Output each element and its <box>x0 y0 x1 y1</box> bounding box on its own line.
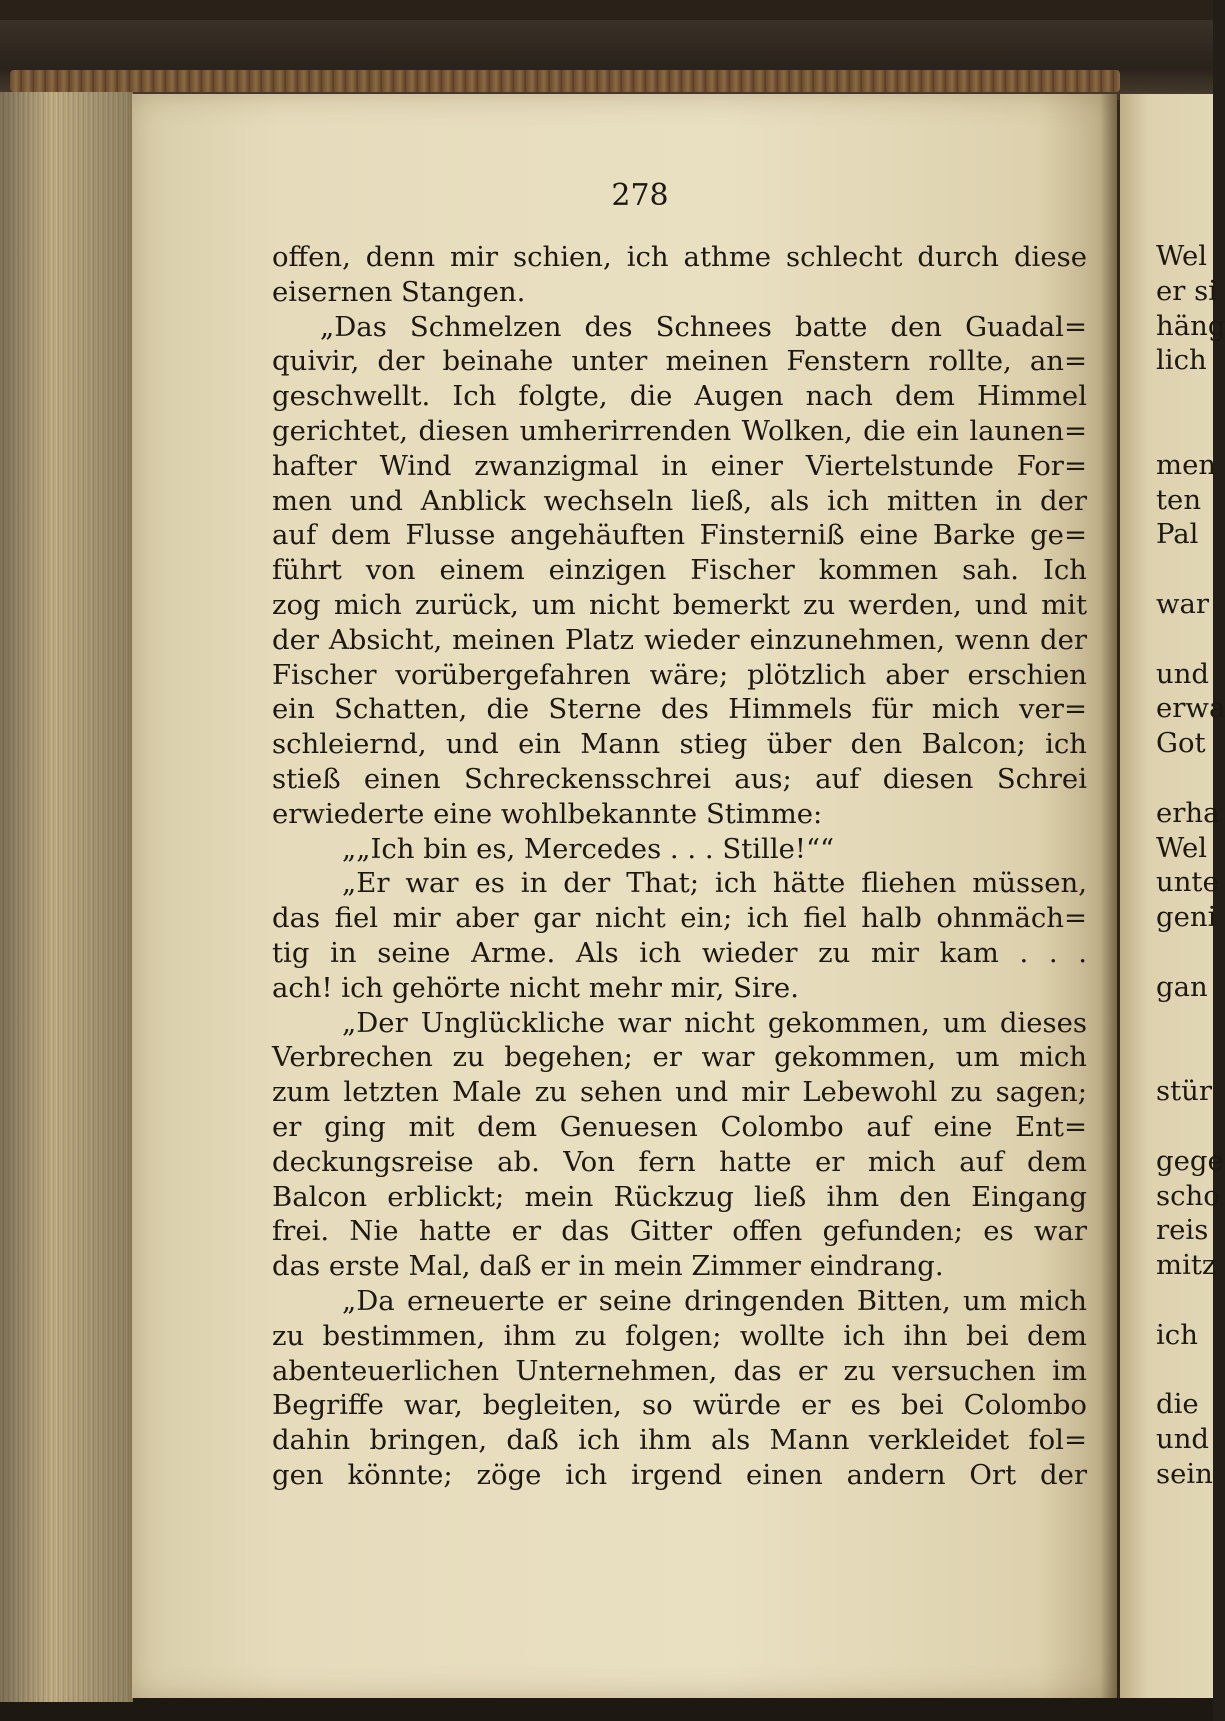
text-line: Fischer vorübergefahren wäre; plötzlich aber erschien <box>272 658 1087 691</box>
text-line: men und Anblick wechseln ließ, als ich mitten in der <box>272 484 1087 517</box>
text-line: auf dem Flusse angehäuften Finsterniß eine Barke ge= <box>272 519 1087 552</box>
text-line: „„Ich bin es, Mercedes . . . Stille!““ <box>342 832 835 865</box>
text-line: stieß einen Schreckensschrei aus; auf diesen Schrei <box>272 762 1087 795</box>
text-line: ein Schatten, die Sterne des Himmels für mich ver= <box>272 693 1087 726</box>
right-page-fragment: häng <box>1156 309 1225 342</box>
text-line: dahin bringen, daß ich ihm als Mann verkleidet fol= <box>272 1424 1087 1457</box>
text-line: abenteuerlichen Unternehmen, das er zu versuchen im <box>272 1354 1087 1387</box>
right-page-fragment: und <box>1156 1423 1210 1456</box>
right-page-fragment: sein <box>1156 1458 1213 1490</box>
text-line: ach! ich gehörte nicht mehr mir, Sire. <box>272 971 799 1004</box>
right-page-fragment: Pal <box>1156 518 1199 551</box>
text-line: zum letzten Male zu sehen und mir Lebewohl zu sagen; <box>272 1076 1087 1109</box>
text-line: quivir, der beinahe unter meinen Fenstern rollte, an= <box>272 345 1087 378</box>
right-page-fragment: war <box>1156 588 1210 620</box>
right-page-fragment: mitz <box>1156 1249 1217 1282</box>
page-stack-shadow <box>0 92 130 1702</box>
text-line: offen, denn mir schien, ich athme schlecht durch diese <box>272 241 1087 273</box>
text-line: gerichtet, diesen umherirrenden Wolken, die ein launen= <box>272 414 1087 447</box>
right-page-fragment: Wel <box>1156 240 1208 272</box>
text-line: führt von einem einzigen Fischer kommen sah. Ich <box>272 554 1087 587</box>
text-line: „Da erneuerte er seine dringenden Bitten, um mich <box>342 1284 1087 1317</box>
right-page-fragment: ten <box>1156 483 1202 516</box>
right-page-fragment: stür <box>1156 1075 1213 1108</box>
text-line: „Der Unglückliche war nicht gekommen, um dieses <box>342 1006 1087 1039</box>
text-line: hafter Wind zwanzigmal in einer Viertelstunde For= <box>272 449 1087 482</box>
text-line: erwiederte eine wohlbekannte Stimme: <box>272 797 823 830</box>
text-line: Begriffe war, begleiten, so würde er es bei Colombo <box>272 1389 1087 1422</box>
page-gutter <box>1100 94 1120 1698</box>
text-line: zog mich zurück, um nicht bemerkt zu werden, und mit <box>272 588 1087 621</box>
text-line: das fiel mir aber gar nicht ein; ich fiel halb ohnmäch= <box>272 902 1087 935</box>
right-page-fragment: Wel <box>1156 831 1208 864</box>
text-line: eisernen Stangen. <box>272 275 526 308</box>
right-page-fragment: unte <box>1156 866 1219 899</box>
text-line: gen könnte; zöge ich irgend einen andern Ort der <box>272 1458 1087 1491</box>
right-page-fragment: Got <box>1156 727 1206 760</box>
page-body-text <box>272 240 1087 1493</box>
text-line: zu bestimmen, ihm zu folgen; wollte ich ihn bei dem <box>272 1319 1087 1352</box>
right-page-fragment: erha <box>1156 796 1220 829</box>
right-page-fragment: er si <box>1156 274 1218 307</box>
right-page-fragment: gege <box>1156 1144 1224 1177</box>
right-page-fragment: die <box>1156 1388 1199 1421</box>
right-page-fragment: erwa <box>1156 692 1225 725</box>
text-line: der Absicht, meinen Platz wieder einzunehmen, wenn der <box>272 623 1087 656</box>
text-line: deckungsreise ab. Von fern hatte er mich auf dem <box>272 1145 1087 1178</box>
text-line: tig in seine Arme. Als ich wieder zu mir kam . . . <box>272 936 1087 969</box>
text-line: geschwellt. Ich folgte, die Augen nach dem Himmel <box>272 380 1087 413</box>
right-page-fragment: men <box>1156 448 1217 481</box>
right-page-fragment: ich <box>1156 1318 1198 1351</box>
text-line: „Er war es in der That; ich hätte fliehen müssen, <box>342 867 1087 900</box>
right-page-fragment: gan <box>1156 970 1208 1003</box>
text-line: das erste Mal, daß er in mein Zimmer eindrang. <box>272 1250 944 1283</box>
text-line: „Das Schmelzen des Schnees batte den Guadal= <box>320 310 1087 343</box>
book-headband <box>10 70 1120 92</box>
right-page-fragment: geni <box>1156 901 1217 934</box>
text-line: frei. Nie hatte er das Gitter offen gefunden; es war <box>272 1215 1087 1248</box>
page-number: 278 <box>611 178 669 213</box>
text-line: schleiernd, und ein Mann stieg über den Balcon; ich <box>272 728 1087 761</box>
right-page-fragment: und <box>1156 657 1210 690</box>
text-line: Verbrechen zu begehen; er war gekommen, um mich <box>272 1041 1087 1074</box>
right-page-fragment: scho <box>1156 1179 1220 1212</box>
text-line: er ging mit dem Genuesen Colombo auf eine Ent= <box>272 1110 1087 1143</box>
right-page-fragment: lich <box>1156 344 1207 377</box>
right-page-fragment: reis <box>1156 1214 1209 1247</box>
text-line: Balcon erblickt; mein Rückzug ließ ihm den Eingang <box>272 1180 1087 1213</box>
